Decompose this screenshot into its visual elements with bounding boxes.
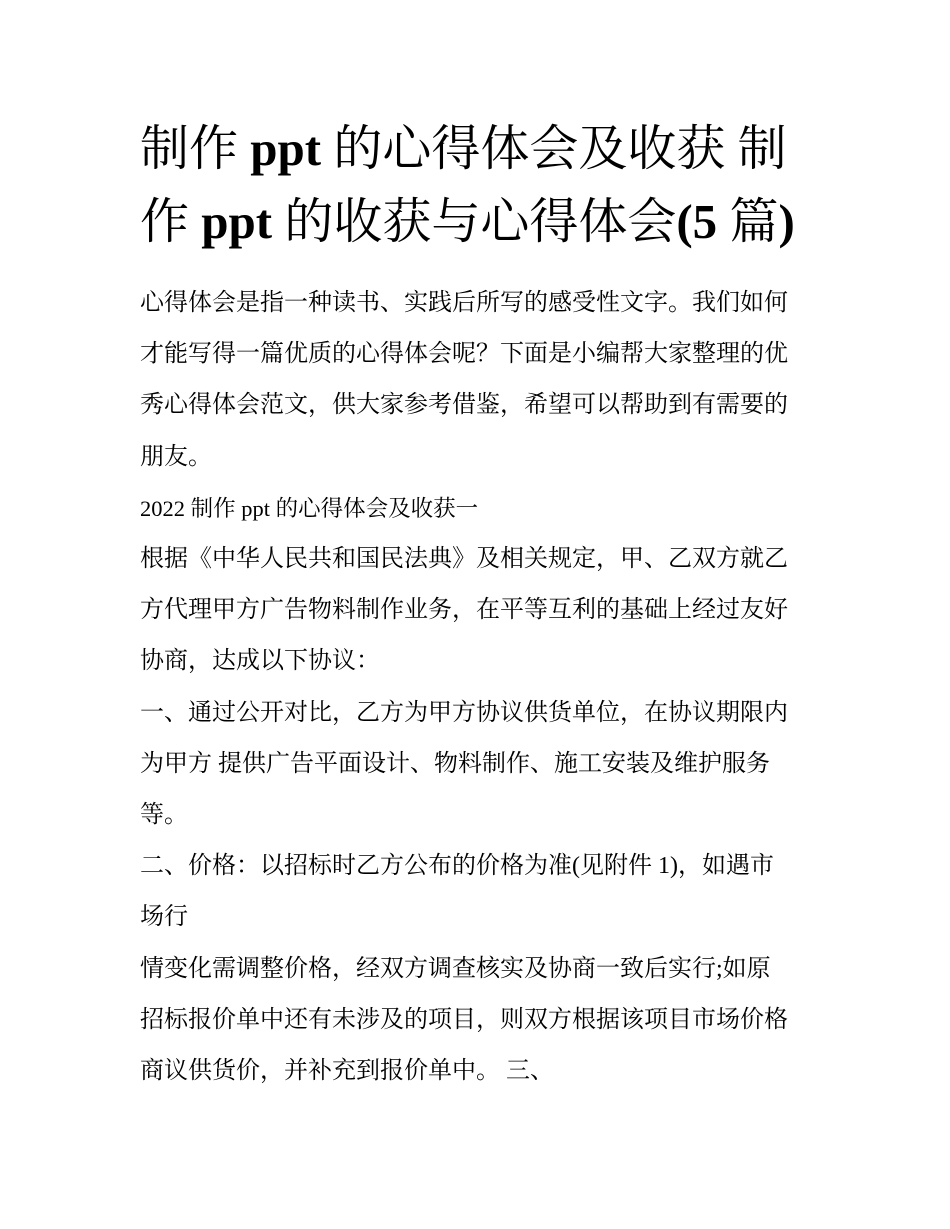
text-line: 商议供货价，并补充到报价单中。 三、 [140,1058,554,1085]
text-line: 一、通过公开对比，乙方为甲方协议供货单位，在协议期限内 [140,699,788,726]
text-line: 心得体会是指一种读书、实践后所写的感受性文字。我们如何 [140,290,788,316]
title-line-2: 作 ppt 的收获与心得体会(5 篇) [140,194,795,249]
clause-two [140,841,830,943]
intro-paragraph [140,278,830,483]
clause-two-continued [140,944,830,1098]
title-line-1: 制作 ppt 的心得体会及收获 制 [140,121,787,176]
text-line: 才能写得一篇优质的心得体会呢？下面是小编帮大家整理的优 [140,341,788,368]
text-line: 朋友。 [140,443,212,470]
text-line: 情变化需调整价格，经双方调查核实及协商一致后实行;如原 [140,955,771,982]
text-line: 场行 [140,904,188,931]
text-line: 招标报价单中还有未涉及的项目，则双方根据该项目市场价格 [140,1006,788,1033]
document-body [140,278,830,1097]
document-title [140,112,820,258]
section-heading [140,483,830,534]
clause-one [140,688,830,842]
text-line: 为甲方 提供广告平面设计、物料制作、施工安装及维护服务 [140,750,770,777]
text-line: 方代理甲方广告物料制作业务，在平等互利的基础上经过友好 [140,597,788,624]
text-line: 2022 制作 ppt 的心得体会及收获一 [140,495,479,521]
text-line: 协商，达成以下协议： [140,648,380,675]
text-line: 根据《中华人民共和国民法典》及相关规定，甲、乙双方就乙 [140,546,788,573]
text-line: 秀心得体会范文，供大家参考借鉴，希望可以帮助到有需要的 [140,392,788,419]
text-line: 等。 [140,802,188,829]
agreement-preamble [140,534,830,688]
text-line: 二、价格：以招标时乙方公布的价格为准(见附件 1)，如遇市 [140,853,774,880]
